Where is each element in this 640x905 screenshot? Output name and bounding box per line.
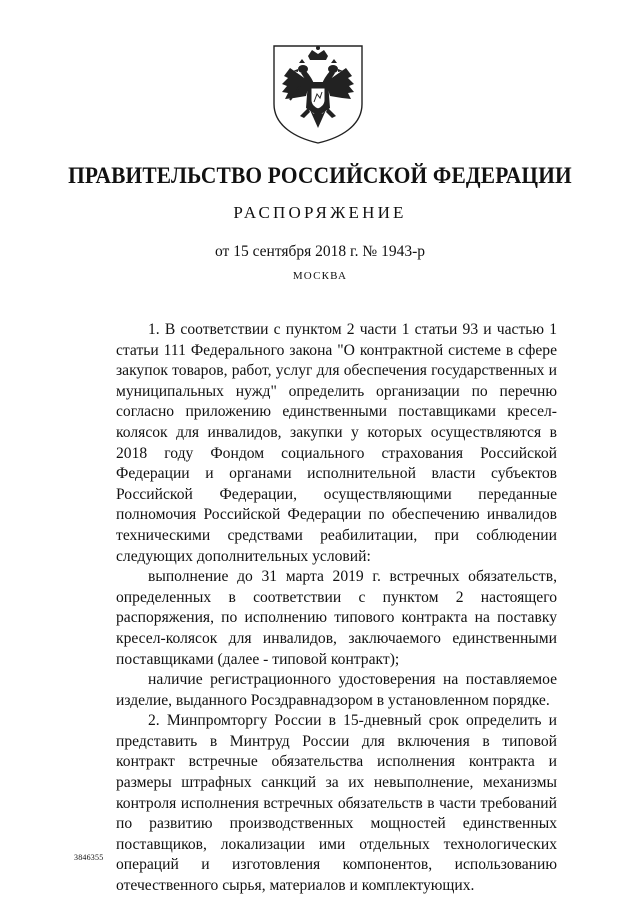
document-body xyxy=(116,320,557,897)
coat-of-arms-emblem xyxy=(266,42,370,146)
paragraph-condition-1: выполнение до 31 марта 2019 г. встречных обязательств, определенных в соответствии с пунктом 2 настоящего распоряжения, по исполнению типового контракта на поставку кресел-колясок для инвалидов, заключаемого единственными поставщиками (далее - типовой контракт); xyxy=(116,568,557,668)
document-type: РАСПОРЯЖЕНИЕ xyxy=(233,203,407,222)
paragraph-condition-2: наличие регистрационного удостоверения на поставляемое изделие, выданного Росздравнадзором в установленном порядке. xyxy=(116,671,557,709)
government-title: ПРАВИТЕЛЬСТВО РОССИЙСКОЙ ФЕДЕРАЦИИ xyxy=(68,163,572,188)
russian-coat-of-arms-icon xyxy=(266,42,370,146)
paragraph-1: 1. В соответствии с пунктом 2 части 1 статьи 93 и частью 1 статьи 111 Федерального закона "О контрактной системе в сфере закупок товаров, работ, услуг для обеспечения государственных и муниципальных нужд" определить организации по перечню согласно приложению единственными поставщиками кресел-колясок для инвалидов, закупки у которых осуществляются в 2018 году Фондом социального страхования Российской Федерации и органами исполнительной власти субъектов Российской Федерации, осуществляющими переданные полномочия Российской Федерации по обеспечению инвалидов техническими средствами реабилитации, при соблюдении следующих дополнительных условий: xyxy=(116,321,557,565)
document-date-number: от 15 сентября 2018 г. № 1943-р xyxy=(215,243,425,260)
document-code: 3846355 xyxy=(74,853,104,862)
document-place: МОСКВА xyxy=(292,270,348,282)
paragraph-2: 2. Минпромторгу России в 15-дневный срок определить и представить в Минтруд России для включения в типовой контракт встречные обязательства исполнения контракта и размеры штрафных санкций за их невыполнение, механизмы контроля исполнения встречных обязательств в части требований по развитию производственных мощностей единственных поставщиков, локализации ими отдельных технологических операций и изготовления компонентов, использованию отечественного сырья, материалов и комплектующих. xyxy=(116,712,557,895)
